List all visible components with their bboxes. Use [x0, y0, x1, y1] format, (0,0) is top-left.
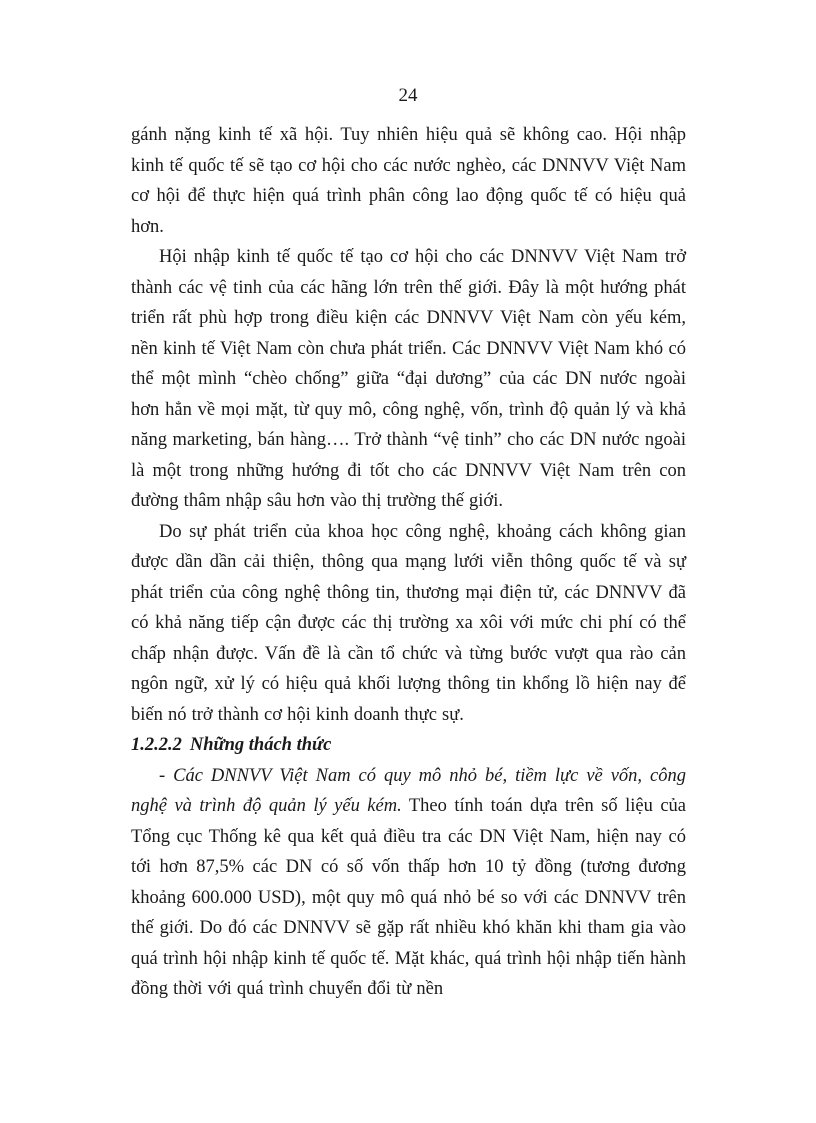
paragraph-challenge-small-scale	[131, 761, 686, 1005]
paragraph-satellite-opportunity: Hội nhập kinh tế quốc tế tạo cơ hội cho các DNNVV Việt Nam trở thành các vệ tinh của các hãng lớn trên thế giới. Đây là một hướng phát triển rất phù hợp trong điều kiện các DNNVV Việt Nam còn yếu kém, nền kinh tế Việt Nam còn chưa phát triển. Các DNNVV Việt Nam khó có thể một mình “chèo chống” giữa “đại dương” của các DN nước ngoài hơn hẳn về mọi mặt, từ quy mô, công nghệ, vốn, trình độ quản lý và khả năng marketing, bán hàng…. Trở thành “vệ tinh” cho các DN nước ngoài là một trong những hướng đi tốt cho các DNNVV Việt Nam trên con đường thâm nhập sâu hơn vào thị trường thế giới.	[131, 247, 686, 511]
section-heading	[131, 730, 686, 761]
challenge-lead-italic: - Các DNNVV Việt Nam có quy mô nhỏ bé, tiềm lực về vốn, công nghệ và trình độ quản lý yếu kém.	[131, 765, 686, 816]
paragraph-technology-opportunity: Do sự phát triển của khoa học công nghệ, khoảng cách không gian được dần dần cải thiện, thông qua mạng lưới viễn thông quốc tế và sự phát triển của công nghệ thông tin, thương mại điện tử, các DNNVV đã có khả năng tiếp cận được các thị trường xa xôi với mức chi phí có thể chấp nhận được. Vấn đề là cần tổ chức và từng bước vượt qua rào cản ngôn ngữ, xử lý có hiệu quả khối lượng thông tin khổng lồ hiện nay để biến nó trở thành cơ hội kinh doanh thực sự.	[131, 521, 686, 725]
section-number: 1.2.2.2	[131, 735, 182, 755]
page-number: 24	[398, 85, 418, 106]
page-content	[131, 120, 686, 1005]
section-title: Những thách thức	[189, 735, 332, 755]
challenge-body: Theo tính toán dựa trên số liệu của Tổng cục Thống kê qua kết quả điều tra các DN Việt Nam, hiện nay có tới hơn 87,5% các DN có số vốn thấp hơn 10 tỷ đồng (tương đương khoảng 600.000 USD), một quy mô quá nhỏ bé so với các DNNVV trên thế giới. Do đó các DNNVV sẽ gặp rất nhiều khó khăn khi tham gia vào quá trình hội nhập kinh tế quốc tế. Mặt khác, quá trình hội nhập tiến hành đồng thời với quá trình chuyển đổi từ nền	[131, 796, 686, 999]
paragraph-continued: gánh nặng kinh tế xã hội. Tuy nhiên hiệu quả sẽ không cao. Hội nhập kinh tế quốc tế sẽ tạo cơ hội cho các nước nghèo, các DNNVV Việt Nam cơ hội để thực hiện quá trình phân công lao động quốc tế có hiệu quả hơn.	[131, 125, 686, 237]
